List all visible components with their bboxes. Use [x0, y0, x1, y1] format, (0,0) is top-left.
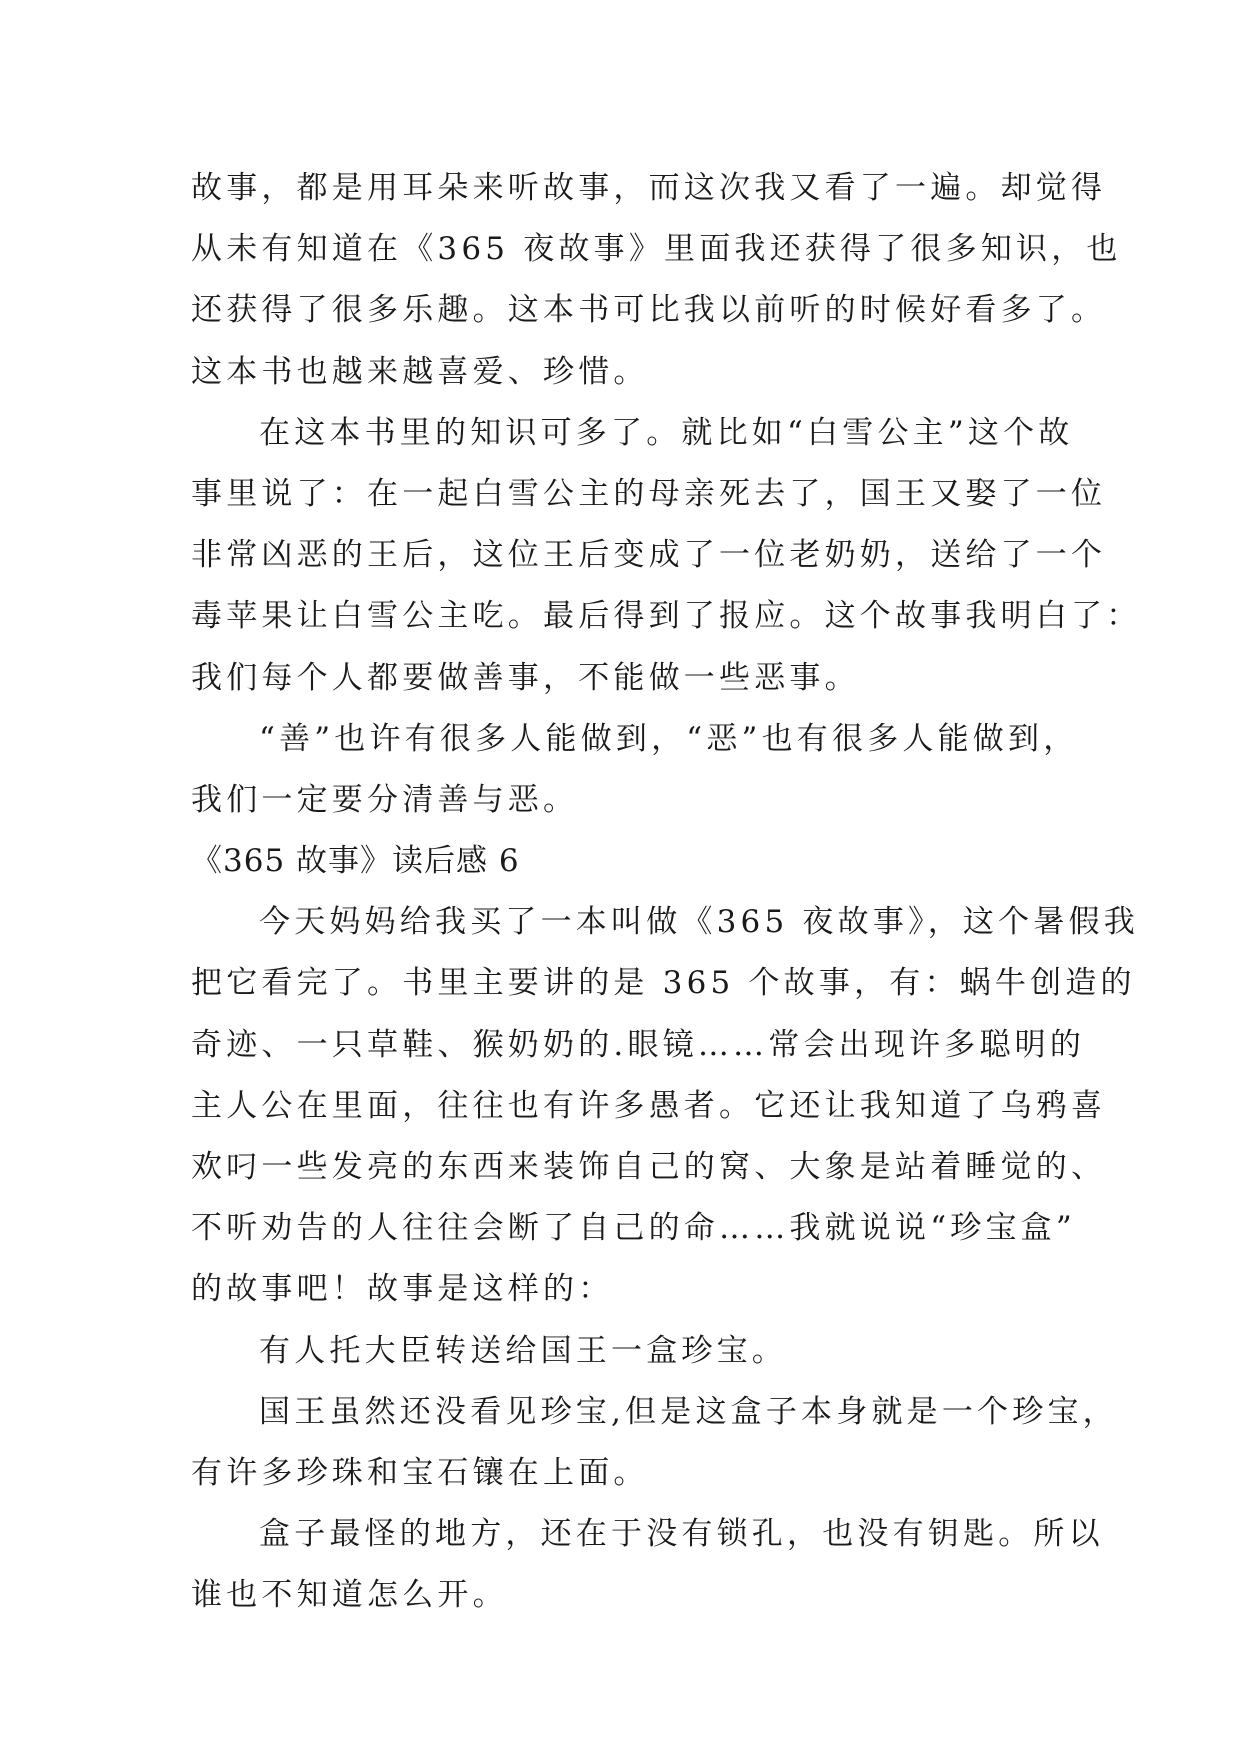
text-line: 毒苹果让白雪公主吃。最后得到了报应。这个故事我明白了： — [191, 598, 1142, 635]
document-body — [191, 158, 1142, 1627]
text-line: 这本书也越来越喜爱、珍惜。 — [191, 353, 649, 390]
text-line: 我们一定要分清善与恶。 — [191, 781, 579, 818]
text-line: 欢叼一些发亮的东西来装饰自己的窝、大象是站着睡觉的、 — [191, 1149, 1107, 1185]
text-line: 的故事吧！故事是这样的： — [191, 1271, 614, 1308]
text-line: 故事，都是用耳朵来听故事，而这次我又看了一遍。却觉得 — [191, 170, 1107, 206]
text-line: 我们每个人都要做善事，不能做一些恶事。 — [191, 659, 860, 696]
section-heading: 《365 故事》读后感 6 — [191, 843, 520, 880]
text-line: 从未有知道在《365 夜故事》里面我还获得了很多知识，也 — [191, 231, 1122, 268]
text-line: 盒子最怪的地方，还在于没有锁孔，也没有钥匙。所以 — [259, 1516, 1104, 1553]
text-line: 有人托大臣转送给国王一盒珍宝。 — [259, 1332, 787, 1369]
text-line: 在这本书里的知识可多了。就比如“白雪公主”这个故 — [259, 414, 1074, 451]
text-line: 非常凶恶的王后，这位王后变成了一位老奶奶，送给了一个 — [191, 537, 1107, 574]
text-line: 奇迹、一只草鞋、猴奶奶的.眼镜……常会出现许多聪明的 — [191, 1026, 1086, 1063]
text-line: 今天妈妈给我买了一本叫做《365 夜故事》，这个暑假我 — [259, 904, 1139, 941]
text-line: 主人公在里面，往往也有许多愚者。它还让我知道了乌鸦喜 — [191, 1087, 1107, 1124]
text-line: 把它看完了。书里主要讲的是 365 个故事，有：蜗牛创造的 — [191, 965, 1136, 1002]
text-line: 还获得了很多乐趣。这本书可比我以前听的时候好看多了。 — [191, 292, 1107, 329]
text-line: 国王虽然还没看见珍宝,但是这盒子本身就是一个珍宝， — [259, 1393, 1118, 1430]
text-line: 谁也不知道怎么开。 — [191, 1577, 508, 1614]
text-line: “善”也许有很多人能做到，“恶”也有很多人能做到， — [259, 720, 1079, 757]
text-line: 不听劝告的人往往会断了自己的命……我就说说“珍宝盒” — [191, 1210, 1076, 1247]
text-line: 有许多珍珠和宝石镶在上面。 — [191, 1454, 649, 1491]
text-line: 事里说了：在一起白雪公主的母亲死去了，国王又娶了一位 — [191, 475, 1107, 512]
